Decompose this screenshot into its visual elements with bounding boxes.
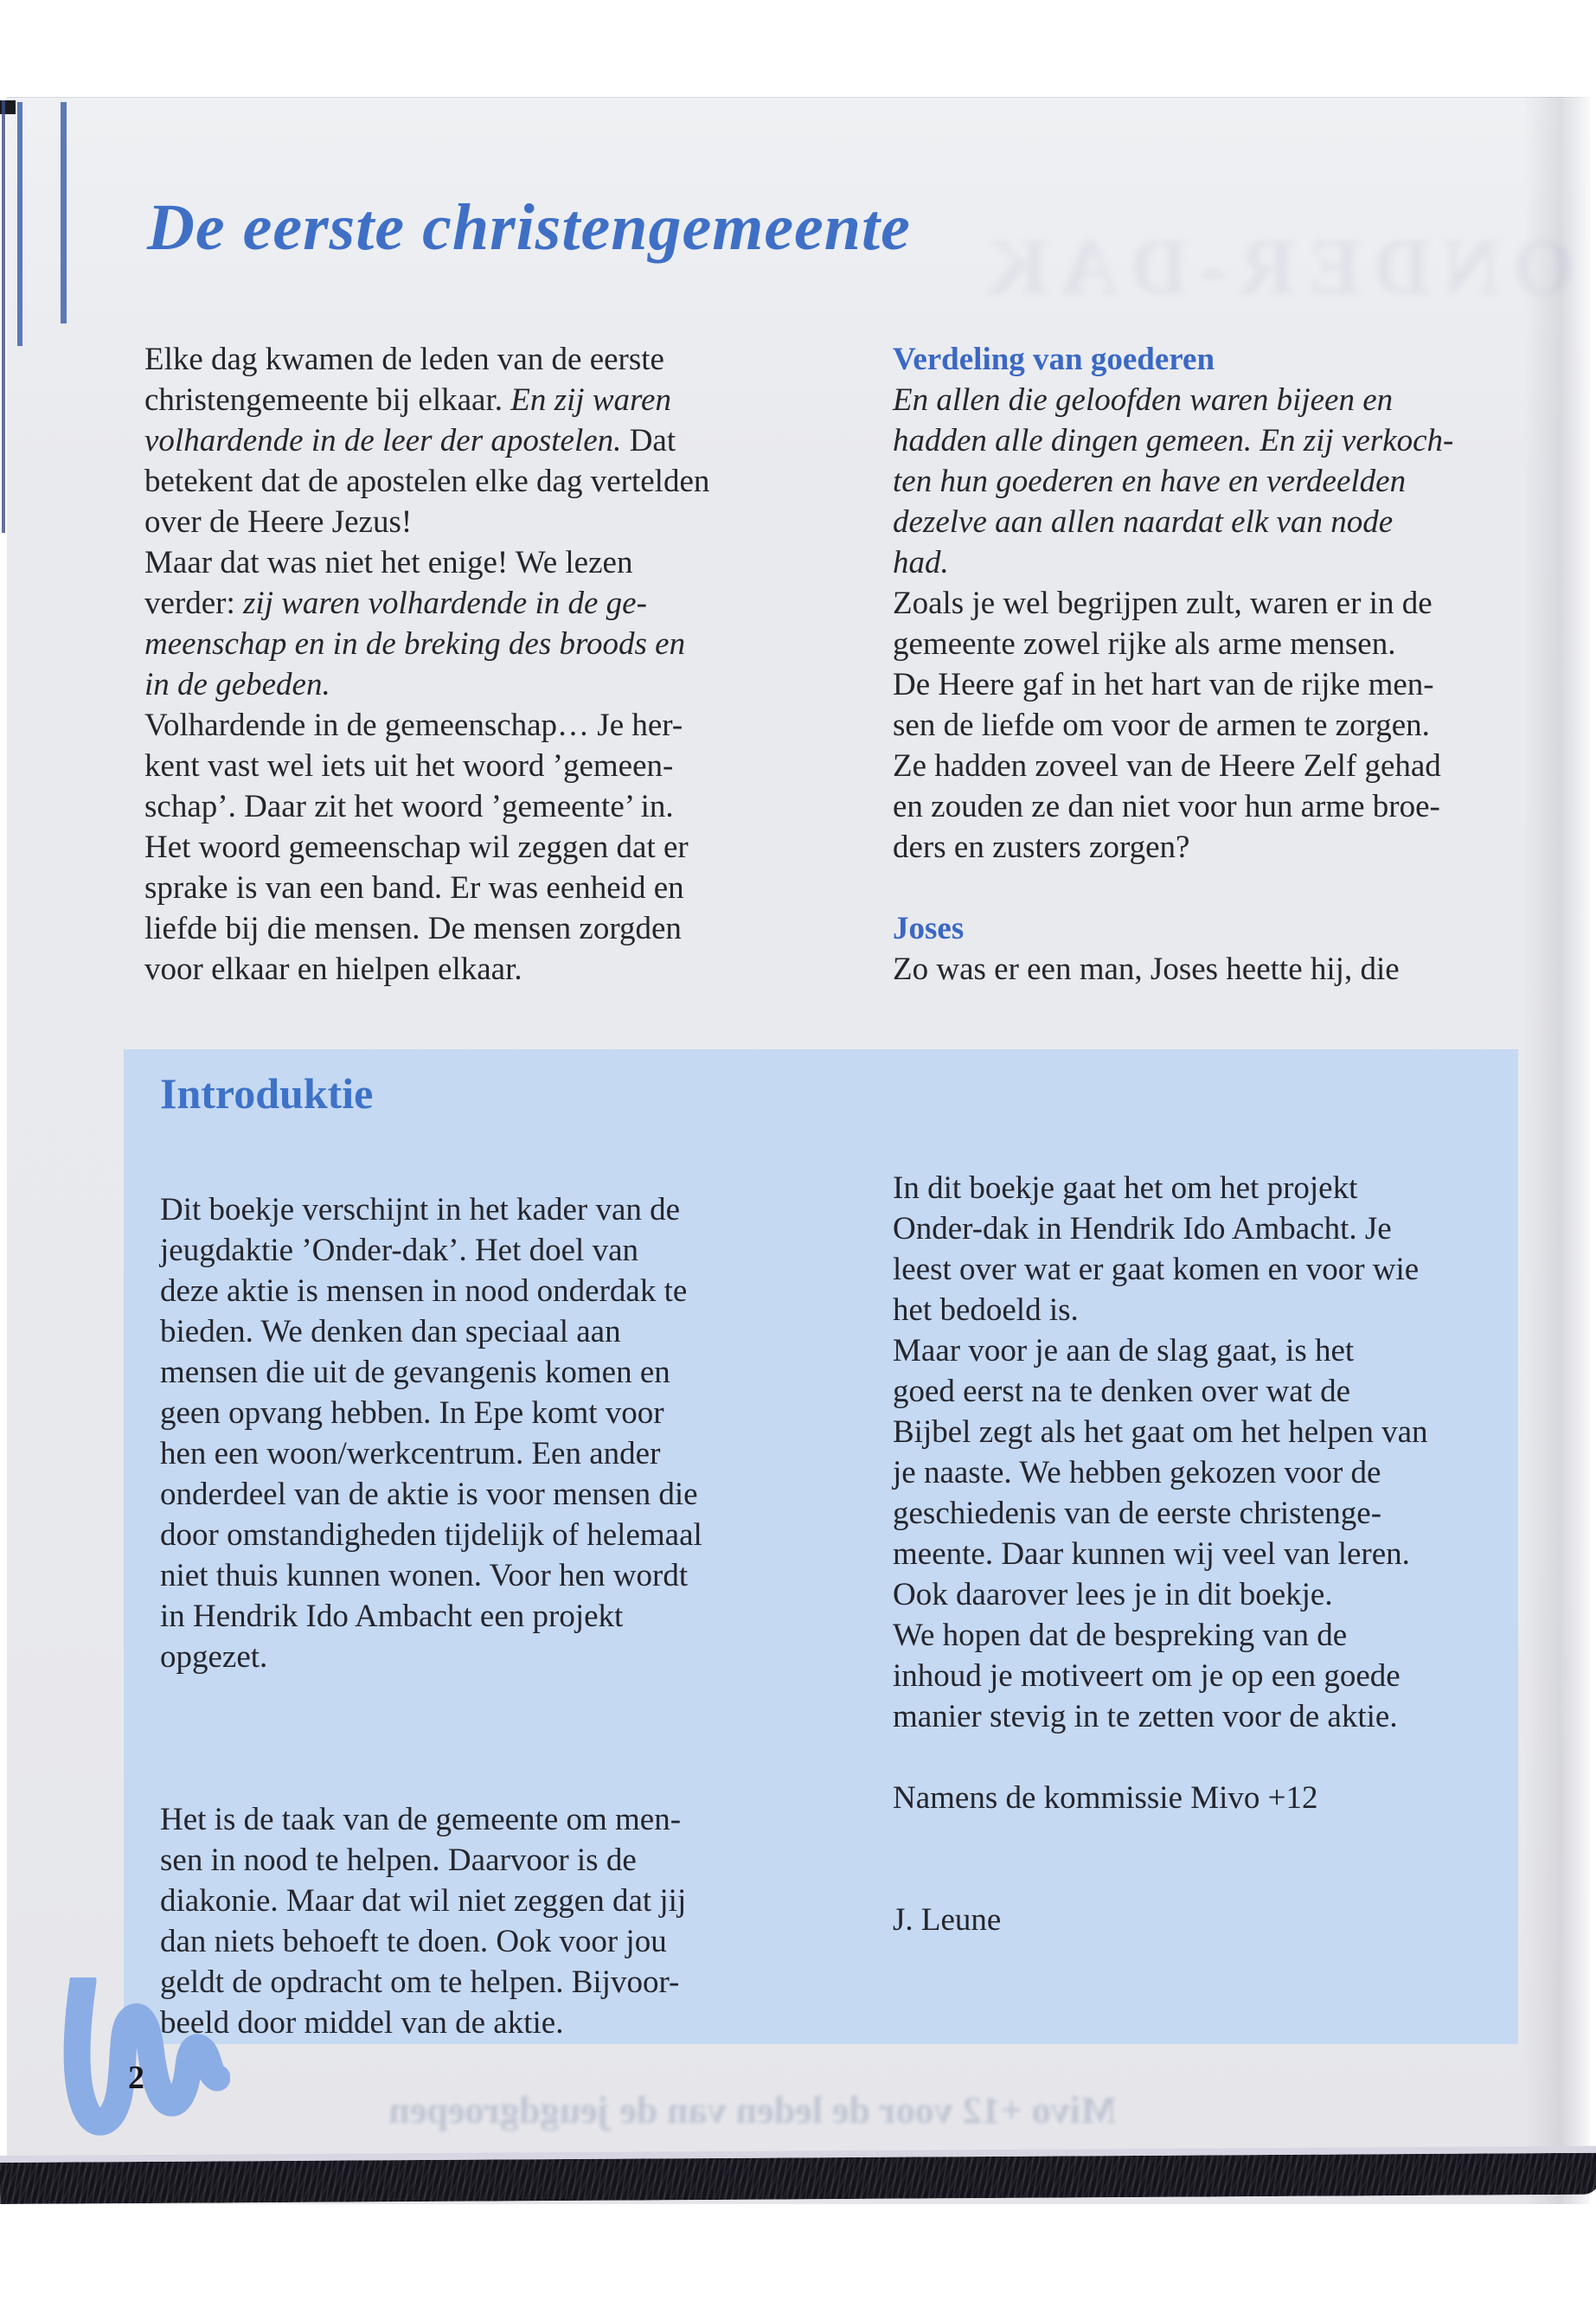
text-line: in de gebeden.	[144, 667, 330, 702]
text-line: manier stevig in te zetten voor de aktie.	[893, 1699, 1398, 1734]
main-text-left-column	[144, 339, 836, 990]
text-line: hen een woon/werkcentrum. Een ander	[160, 1436, 661, 1471]
text-line: Maar voor je aan de slag gaat, is het	[893, 1333, 1355, 1368]
text-line: Dit boekje verschijnt in het kader van de	[160, 1192, 681, 1227]
text-line: sprake is van een band. Er was eenheid en	[144, 870, 684, 906]
text-line: bieden. We denken dan speciaal aan	[160, 1314, 621, 1349]
text-line: in Hendrik Ido Ambacht een projekt	[160, 1599, 624, 1634]
text-line	[160, 1759, 869, 1799]
text-line: ten hun goederen en have en verdeelden	[893, 464, 1407, 499]
text-line: De Heere gaf in het hart van de rijke men-	[893, 667, 1434, 702]
text-line: dezelve aan allen naardat elk van node	[893, 504, 1394, 540]
text-line: verder: zij waren volhardende in de ge-	[144, 586, 647, 621]
text-line	[893, 868, 1585, 908]
text-line: Zo was er een man, Joses heette hij, die	[893, 952, 1400, 987]
bleedthrough-ghost-text: Mivo +12 voor de leden van de jeugdgroepen	[388, 2089, 1117, 2131]
text-line	[160, 1677, 869, 1718]
text-line: En allen die geloofden waren bijeen en	[893, 382, 1394, 418]
text-line: door omstandigheden tijdelijk of helemaal	[160, 1517, 702, 1553]
text-line: meente. Daar kunnen wij veel van leren.	[893, 1536, 1410, 1572]
text-line: je naaste. We hebben gekozen voor de	[893, 1455, 1381, 1490]
section-heading: Joses	[893, 911, 965, 946]
text-line: niet thuis kunnen wonen. Voor hen wordt	[160, 1558, 689, 1593]
text-line: meenschap en in de breking des broods en	[144, 626, 686, 662]
main-text-right-column	[893, 339, 1585, 990]
text-line: geen opvang hebben. In Epe komt voor	[160, 1395, 664, 1431]
text-line: goed eerst na te denken over wat de	[893, 1374, 1351, 1409]
text-line: jeugdaktie ’Onder-dak’. Het doel van	[160, 1233, 639, 1268]
section-heading: Verdeling van goederen	[893, 342, 1215, 377]
text-line: Namens de kommissie Mivo +12	[893, 1780, 1318, 1816]
text-line: Onder-dak in Hendrik Ido Ambacht. Je	[893, 1211, 1392, 1247]
text-line: betekent dat de apostelen elke dag vertelden	[144, 464, 710, 499]
text-line: voor elkaar en hielpen elkaar.	[144, 952, 522, 987]
text-line: sen in nood te helpen. Daarvoor is de	[160, 1843, 637, 1878]
text-line: geschiedenis van de eerste christenge-	[893, 1496, 1382, 1531]
text-line: Ze hadden zoveel van de Heere Zelf gehad	[893, 748, 1441, 784]
text-line: Het woord gemeenschap wil zeggen dat er	[144, 830, 689, 865]
text-line: onderdeel van de aktie is voor mensen die	[160, 1477, 698, 1512]
text-line: liefde bij die mensen. De mensen zorgden	[144, 911, 682, 946]
text-line: mensen die uit de gevangenis komen en	[160, 1355, 670, 1390]
text-line: Maar dat was niet het enige! We lezen	[144, 545, 633, 580]
text-line: kent vast wel iets uit het woord ’gemeen-	[144, 748, 674, 784]
text-line: Zoals je wel begrijpen zult, waren er in de	[893, 586, 1433, 621]
introduction-box	[124, 1049, 1518, 2044]
spine-line	[2, 100, 5, 533]
text-line: ders en zusters zorgen?	[893, 830, 1190, 865]
text-line: gemeente zowel rijke als arme mensen.	[893, 626, 1396, 662]
text-line: Bijbel zegt als het gaat om het helpen van	[893, 1414, 1428, 1450]
page-title: De eerste christengemeente	[147, 191, 911, 264]
introduction-left-column	[160, 1189, 869, 2043]
text-line: dan niets behoeft te doen. Ook voor jou	[160, 1924, 667, 1959]
text-line: Het is de taak van de gemeente om men-	[160, 1802, 682, 1837]
text-line: christengemeente bij elkaar. En zij waren	[144, 382, 671, 418]
text-line: geldt de opdracht om te helpen. Bijvoor-	[160, 1965, 680, 2000]
text-line: inhoud je motiveert om je op een goede	[893, 1658, 1401, 1694]
text-line: diakonie. Maar dat wil niet zeggen dat jij	[160, 1883, 687, 1919]
text-line	[160, 1718, 869, 1759]
introduction-right-column	[893, 1168, 1516, 1940]
spine-line	[61, 102, 67, 324]
text-line: opgezet.	[160, 1639, 268, 1675]
text-line: had.	[893, 545, 949, 580]
text-line	[893, 1737, 1516, 1778]
text-line: Ook daarover lees je in dit boekje.	[893, 1577, 1333, 1612]
text-line: Elke dag kwamen de leden van de eerste	[144, 342, 664, 377]
text-line: beeld door middel van de aktie.	[160, 2005, 564, 2041]
text-line	[893, 1859, 1516, 1900]
text-line: en zouden ze dan niet voor hun arme broe-	[893, 789, 1440, 824]
text-line: We hopen dat de bespreking van de	[893, 1618, 1348, 1653]
introduction-heading: Introduktie	[160, 1069, 374, 1118]
text-line: In dit boekje gaat het om het projekt	[893, 1170, 1358, 1206]
text-line: hadden alle dingen gemeen. En zij verkoch-	[893, 423, 1454, 458]
text-line: Volhardende in de gemeenschap… Je her-	[144, 708, 683, 743]
text-line: volhardende in de leer der apostelen. Dat	[144, 423, 676, 458]
page-number: 2	[128, 2060, 144, 2096]
text-line: over de Heere Jezus!	[144, 504, 413, 540]
text-line: J. Leune	[893, 1902, 1002, 1938]
text-line: deze aktie is mensen in nood onderdak te	[160, 1273, 688, 1309]
text-line: het bedoeld is.	[893, 1292, 1079, 1328]
text-line	[893, 1818, 1516, 1859]
text-line: leest over wat er gaat komen en voor wie	[893, 1252, 1420, 1287]
spine-line	[17, 102, 22, 346]
text-line: schap’. Daar zit het woord ’gemeente’ in.	[144, 789, 674, 824]
text-line: sen de liefde om voor de armen te zorgen.	[893, 708, 1430, 743]
